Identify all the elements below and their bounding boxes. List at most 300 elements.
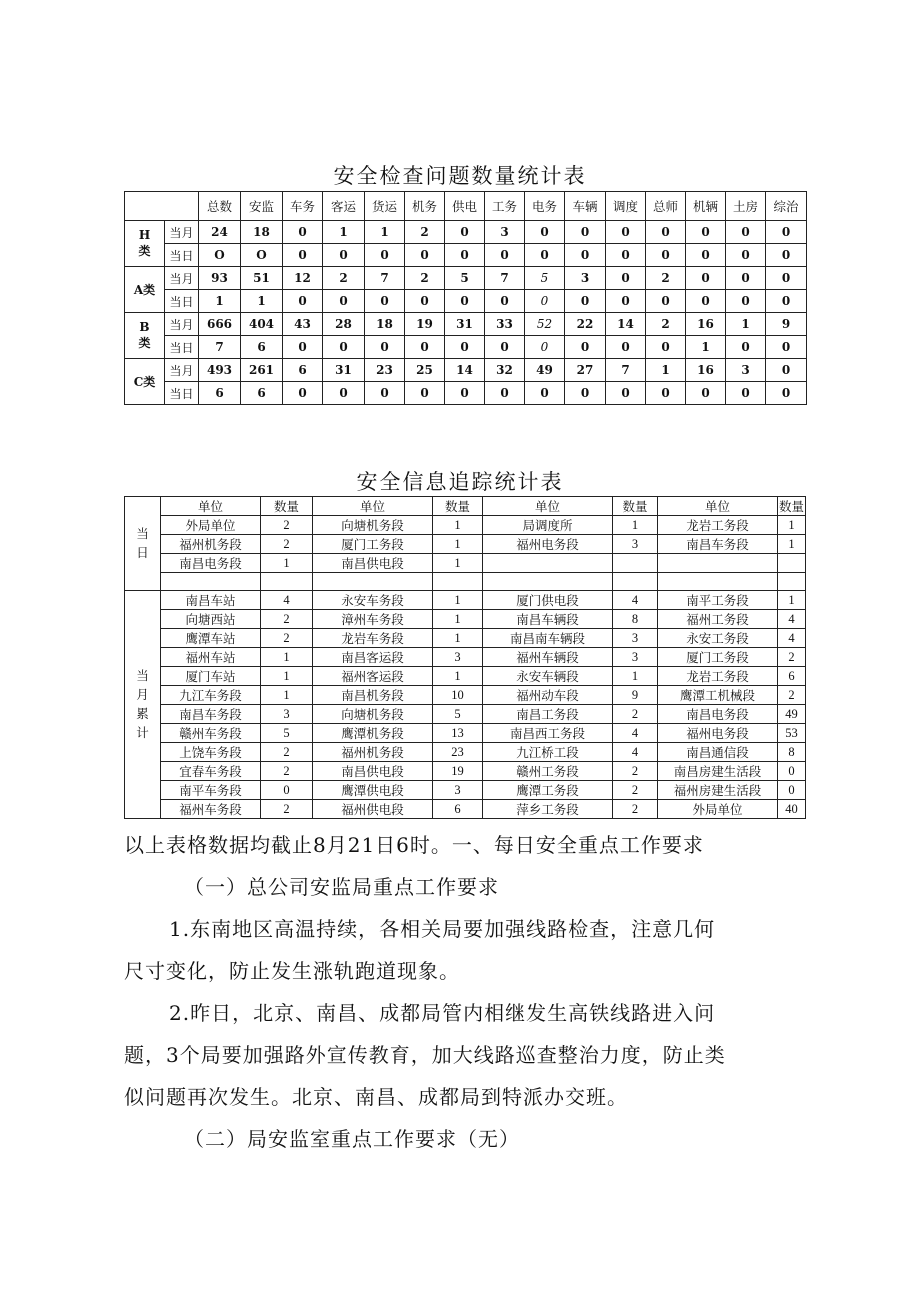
table1-value-cell: 1 [199, 290, 241, 313]
table2-count-cell: 1 [778, 591, 806, 610]
table2-unit-cell: 南昌车务段 [658, 535, 778, 554]
table1-value-cell: 0 [323, 244, 365, 267]
table1-value-cell: 493 [199, 359, 241, 382]
table2-unit-cell: 赣州工务段 [483, 762, 613, 781]
table2-unit-cell: 南平车务段 [161, 781, 261, 800]
table1-period-cell: 当月 [165, 221, 199, 244]
table1-value-cell: 2 [405, 221, 445, 244]
table2-row [125, 705, 806, 724]
table1-period-cell: 当月 [165, 267, 199, 290]
table1-value-cell: 1 [365, 221, 405, 244]
table1-row [125, 336, 807, 359]
table1-value-cell: 0 [646, 244, 686, 267]
table1-value-cell: 0 [283, 221, 323, 244]
table1-value-cell: 0 [726, 244, 766, 267]
table2-row [125, 781, 806, 800]
table1-value-cell: 0 [283, 290, 323, 313]
table2-unit-cell: 福州工务段 [658, 610, 778, 629]
table2-unit-cell: 南昌电务段 [658, 705, 778, 724]
table2-count-cell: 3 [613, 535, 658, 554]
table2-count-cell: 4 [613, 591, 658, 610]
table1-value-cell: 24 [199, 221, 241, 244]
table1-value-cell: 0 [323, 290, 365, 313]
table1-value-cell: 0 [485, 290, 525, 313]
table2-count-cell: 2 [613, 705, 658, 724]
table2-count-cell: 4 [261, 591, 313, 610]
table2-count-cell: 1 [261, 667, 313, 686]
table2-count-cell: 1 [433, 610, 483, 629]
table2-unit-cell: 南昌西工务段 [483, 724, 613, 743]
table1-value-cell: 0 [686, 244, 726, 267]
table2-unit-cell: 鹰潭车站 [161, 629, 261, 648]
table2-count-cell: 2 [261, 800, 313, 819]
table2-header-cell: 单位 [658, 497, 778, 516]
item-1-line-1: 1.东南地区高温持续，各相关局要加强线路检查，注意几何 [169, 917, 716, 941]
table1-value-cell: 0 [726, 382, 766, 405]
table1-header-cell: 客运 [323, 192, 365, 221]
table1-value-cell: 0 [445, 336, 485, 359]
table2-count-cell: 1 [261, 648, 313, 667]
table1-group-label: B 类 [125, 313, 165, 359]
table1-value-cell: 14 [606, 313, 646, 336]
table2-row [125, 762, 806, 781]
table1-value-cell: 7 [485, 267, 525, 290]
table1-value-cell: 0 [565, 290, 606, 313]
table1-value-cell: 0 [686, 290, 726, 313]
table1-value-cell: O [199, 244, 241, 267]
table2-unit-cell: 南昌车务段 [161, 705, 261, 724]
table1-row [125, 244, 807, 267]
table2-count-cell: 4 [613, 743, 658, 762]
table2-row [125, 591, 806, 610]
table1-header-cell: 机辆 [686, 192, 726, 221]
table2-unit-cell [658, 573, 778, 591]
table2-count-cell: 13 [433, 724, 483, 743]
table2-count-cell: 2 [261, 535, 313, 554]
table1-value-cell: 0 [445, 382, 485, 405]
table1-value-cell: 0 [283, 244, 323, 267]
table2-unit-cell: 九江桥工段 [483, 743, 613, 762]
table2-unit-cell: 南昌机务段 [313, 686, 433, 705]
item-1-line-2: 尺寸变化，防止发生涨轨跑道现象。 [124, 959, 460, 983]
table2-count-cell: 1 [261, 554, 313, 573]
table2-count-cell: 2 [778, 648, 806, 667]
table2-row [125, 667, 806, 686]
table2-count-cell: 0 [778, 762, 806, 781]
table1-value-cell: 93 [199, 267, 241, 290]
table2-count-cell: 1 [433, 629, 483, 648]
table1-value-cell: 0 [646, 290, 686, 313]
table1-value-cell: 31 [323, 359, 365, 382]
table2-unit-cell: 外局单位 [658, 800, 778, 819]
table1-value-cell: 0 [726, 221, 766, 244]
table1-value-cell: 666 [199, 313, 241, 336]
table2-count-cell: 2 [261, 762, 313, 781]
table2-count-cell: 1 [433, 554, 483, 573]
table2-unit-cell: 向塘机务段 [313, 705, 433, 724]
table2-count-cell: 3 [433, 781, 483, 800]
table2-count-cell: 2 [778, 686, 806, 705]
table2-header-cell: 数量 [613, 497, 658, 516]
table1-header-cell: 安监 [241, 192, 283, 221]
table1-value-cell: 43 [283, 313, 323, 336]
table2-unit-cell: 永安车务段 [313, 591, 433, 610]
table2-unit-cell: 福州供电段 [313, 800, 433, 819]
table2-unit-cell: 福州机务段 [313, 743, 433, 762]
table1-value-cell: 0 [606, 290, 646, 313]
table2-count-cell: 4 [613, 724, 658, 743]
table1-value-cell: 0 [606, 336, 646, 359]
table1-value-cell: 0 [365, 244, 405, 267]
table2-unit-cell [161, 573, 261, 591]
table2-unit-cell: 萍乡工务段 [483, 800, 613, 819]
table1-value-cell: 0 [726, 290, 766, 313]
table2-count-cell: 1 [433, 535, 483, 554]
table2-unit-cell: 向塘西站 [161, 610, 261, 629]
table2-unit-cell: 南昌供电段 [313, 554, 433, 573]
table1-value-cell: 6 [199, 382, 241, 405]
table1-group-label: A类 [125, 267, 165, 313]
table1-value-cell: 0 [686, 221, 726, 244]
table1-row [125, 290, 807, 313]
table2-unit-cell: 南昌供电段 [313, 762, 433, 781]
table2-header-cell: 单位 [313, 497, 433, 516]
table2-count-cell: 53 [778, 724, 806, 743]
table1-value-cell: 0 [766, 382, 807, 405]
table2-unit-cell: 赣州车务段 [161, 724, 261, 743]
table1-value-cell: 25 [405, 359, 445, 382]
table1-value-cell: 0 [525, 382, 565, 405]
table1-value-cell: 0 [565, 244, 606, 267]
table2-row [125, 743, 806, 762]
table2-row [125, 648, 806, 667]
table1-value-cell: 0 [445, 244, 485, 267]
table1-value-cell: 32 [485, 359, 525, 382]
table1-value-cell: 7 [606, 359, 646, 382]
table1-value-cell: 7 [199, 336, 241, 359]
table2-count-cell: 3 [613, 648, 658, 667]
table2-count-cell [613, 554, 658, 573]
table1-row [125, 267, 807, 290]
table1-value-cell: 0 [485, 382, 525, 405]
table1-value-cell: 1 [323, 221, 365, 244]
table2-count-cell: 1 [433, 591, 483, 610]
item-2-line-3: 似问题再次发生。北京、南昌、成都局到特派办交班。 [124, 1085, 628, 1109]
table2-unit-cell: 龙岩车务段 [313, 629, 433, 648]
table1-header-cell: 车辆 [565, 192, 606, 221]
table1-value-cell: 0 [565, 382, 606, 405]
table1-value-cell: 6 [241, 382, 283, 405]
table2-row [125, 535, 806, 554]
table2-unit-cell: 福州动车段 [483, 686, 613, 705]
table1-value-cell: 0 [283, 382, 323, 405]
table2-header-row [125, 497, 806, 516]
table1-period-cell: 当月 [165, 359, 199, 382]
table1-value-cell: 0 [323, 336, 365, 359]
table1-header-cell: 工务 [485, 192, 525, 221]
table2-unit-cell: 南昌电务段 [161, 554, 261, 573]
table1-value-cell: 31 [445, 313, 485, 336]
table2-unit-cell: 南昌通信段 [658, 743, 778, 762]
date-note-line: 以上表格数据均截止8月21日6时。一、每日安全重点工作要求 [124, 833, 704, 857]
table2-unit-cell: 局调度所 [483, 516, 613, 535]
table1-value-cell: 2 [646, 313, 686, 336]
table1-value-cell: 0 [445, 290, 485, 313]
table2-unit-cell: 福州车站 [161, 648, 261, 667]
table2-count-cell: 2 [613, 781, 658, 800]
table2-count-cell: 1 [778, 535, 806, 554]
table1-value-cell: 0 [766, 267, 807, 290]
table1-value-cell: 404 [241, 313, 283, 336]
table2-count-cell: 2 [613, 800, 658, 819]
table1-value-cell: 0 [766, 336, 807, 359]
table1-value-cell: 0 [606, 221, 646, 244]
table1-value-cell: 3 [565, 267, 606, 290]
table1-value-cell: 14 [445, 359, 485, 382]
table2-unit-cell: 厦门供电段 [483, 591, 613, 610]
table2-count-cell: 2 [261, 610, 313, 629]
table1-value-cell: 16 [686, 313, 726, 336]
table2-unit-cell: 福州房建生活段 [658, 781, 778, 800]
table2-daily-label: 当 日 [125, 497, 161, 591]
table2-header-cell: 单位 [483, 497, 613, 516]
table2-count-cell: 4 [778, 629, 806, 648]
table2-count-cell: 0 [778, 781, 806, 800]
table1-value-cell: 0 [766, 290, 807, 313]
table2-row [125, 610, 806, 629]
table2-count-cell: 3 [613, 629, 658, 648]
table2-unit-cell: 龙岩工务段 [658, 516, 778, 535]
table1-value-cell: 19 [405, 313, 445, 336]
table2-count-cell: 6 [433, 800, 483, 819]
table1-value-cell: 0 [565, 221, 606, 244]
table1-value-cell: 0 [525, 221, 565, 244]
table1-value-cell: 0 [365, 290, 405, 313]
table2-count-cell: 1 [433, 667, 483, 686]
table1-row [125, 221, 807, 244]
table2-count-cell: 1 [613, 667, 658, 686]
table2-unit-cell [483, 573, 613, 591]
table1-value-cell: 6 [241, 336, 283, 359]
table2-count-cell: 1 [613, 516, 658, 535]
table2-row [125, 686, 806, 705]
table1-value-cell: 27 [565, 359, 606, 382]
table2-unit-cell: 鹰潭工务段 [483, 781, 613, 800]
table2-unit-cell: 龙岩工务段 [658, 667, 778, 686]
table1-value-cell: 23 [365, 359, 405, 382]
table1-value-cell: 0 [365, 382, 405, 405]
table1-row [125, 359, 807, 382]
table1-header-cell: 土房 [726, 192, 766, 221]
table1-value-cell: 0 [726, 267, 766, 290]
table1-value-cell: 0 [606, 244, 646, 267]
table2-count-cell: 19 [433, 762, 483, 781]
table2-count-cell [433, 573, 483, 591]
table2-count-cell: 2 [261, 629, 313, 648]
table2-header-cell: 数量 [433, 497, 483, 516]
table1-value-cell: 3 [726, 359, 766, 382]
table1-value-cell: 1 [241, 290, 283, 313]
table2-count-cell: 9 [613, 686, 658, 705]
table2-unit-cell: 上饶车务段 [161, 743, 261, 762]
table2-count-cell: 4 [778, 610, 806, 629]
table1-header-cell: 调度 [606, 192, 646, 221]
table1-period-cell: 当日 [165, 244, 199, 267]
table1-value-cell: 9 [766, 313, 807, 336]
table2-unit-cell: 宜春车务段 [161, 762, 261, 781]
table2-count-cell: 5 [261, 724, 313, 743]
table2-count-cell [261, 573, 313, 591]
table1-group-label: C类 [125, 359, 165, 405]
table2-row [125, 629, 806, 648]
table1-value-cell: 2 [405, 267, 445, 290]
table2-unit-cell: 外局单位 [161, 516, 261, 535]
table2-count-cell: 10 [433, 686, 483, 705]
table2-unit-cell: 福州电务段 [658, 724, 778, 743]
table1-header-cell: 总数 [199, 192, 241, 221]
table2-count-cell: 1 [433, 516, 483, 535]
item-2-line-1: 2.昨日，北京、南昌、成都局管内相继发生高铁线路进入问 [169, 1001, 716, 1025]
table1-value-cell: 0 [485, 244, 525, 267]
table2-unit-cell [483, 554, 613, 573]
table1-header-cell: 电务 [525, 192, 565, 221]
table1-value-cell: 0 [405, 244, 445, 267]
table2-unit-cell: 南昌车站 [161, 591, 261, 610]
table1-header-cell: 车务 [283, 192, 323, 221]
table2-count-cell: 8 [778, 743, 806, 762]
table1-value-cell: 18 [365, 313, 405, 336]
table1-value-cell: 0 [565, 336, 606, 359]
table1-value-cell: 0 [525, 336, 565, 359]
table2-count-cell: 0 [261, 781, 313, 800]
table1-value-cell: 0 [686, 382, 726, 405]
table1-value-cell: 3 [485, 221, 525, 244]
table1-value-cell: 5 [445, 267, 485, 290]
table2-unit-cell: 漳州车务段 [313, 610, 433, 629]
table1-value-cell: 0 [686, 267, 726, 290]
table1-header-row [125, 192, 807, 221]
table2-unit-cell: 厦门车站 [161, 667, 261, 686]
table1-value-cell: 0 [646, 221, 686, 244]
section-1-heading: （一）总公司安监局重点工作要求 [184, 875, 499, 899]
table1-value-cell: 0 [405, 290, 445, 313]
table1-value-cell: 22 [565, 313, 606, 336]
table2-count-cell: 3 [261, 705, 313, 724]
table1-value-cell: 2 [646, 267, 686, 290]
table1-value-cell: 7 [365, 267, 405, 290]
table2-count-cell: 6 [778, 667, 806, 686]
table2-row [125, 554, 806, 573]
table1-period-cell: 当日 [165, 336, 199, 359]
table2-unit-cell: 南昌车辆段 [483, 610, 613, 629]
table2-row [125, 724, 806, 743]
table1-row [125, 313, 807, 336]
table1-value-cell: O [241, 244, 283, 267]
table1-value-cell: 12 [283, 267, 323, 290]
table2-row [125, 800, 806, 819]
table1-value-cell: 28 [323, 313, 365, 336]
table1-value-cell: 0 [606, 267, 646, 290]
table2-unit-cell: 福州车务段 [161, 800, 261, 819]
table2-unit-cell: 福州电务段 [483, 535, 613, 554]
table2-count-cell: 2 [613, 762, 658, 781]
table1-value-cell: 0 [323, 382, 365, 405]
table2-unit-cell: 南昌房建生活段 [658, 762, 778, 781]
table2-unit-cell: 福州车辆段 [483, 648, 613, 667]
table2-unit-cell: 向塘机务段 [313, 516, 433, 535]
table1-value-cell: 0 [405, 382, 445, 405]
table2-count-cell: 40 [778, 800, 806, 819]
table1-value-cell: 52 [525, 313, 565, 336]
table1-row [125, 382, 807, 405]
table2-unit-cell: 鹰潭供电段 [313, 781, 433, 800]
info-tracking-table [124, 496, 806, 819]
table1-value-cell: 0 [646, 336, 686, 359]
table1-value-cell: 0 [726, 336, 766, 359]
table2-monthly-label: 当 月 累 计 [125, 591, 161, 819]
table2-count-cell: 2 [261, 516, 313, 535]
item-2-line-2: 题，3个局要加强路外宣传教育，加大线路巡查整治力度，防止类 [124, 1043, 726, 1067]
table2-unit-cell: 厦门工务段 [658, 648, 778, 667]
table2-unit-cell: 厦门工务段 [313, 535, 433, 554]
table2-title: 安全信息追踪统计表 [356, 470, 564, 494]
table1-header-cell: 货运 [365, 192, 405, 221]
table1-period-cell: 当日 [165, 290, 199, 313]
table1-value-cell: 0 [405, 336, 445, 359]
table1-value-cell: 33 [485, 313, 525, 336]
table1-corner-cell [125, 192, 199, 221]
table2-header-cell: 数量 [261, 497, 313, 516]
table1-value-cell: 0 [766, 359, 807, 382]
table1-value-cell: 1 [686, 336, 726, 359]
table2-unit-cell: 福州机务段 [161, 535, 261, 554]
table1-value-cell: 1 [726, 313, 766, 336]
table1-value-cell: 0 [445, 221, 485, 244]
table1-value-cell: 261 [241, 359, 283, 382]
table1-header-cell: 总师 [646, 192, 686, 221]
table1-period-cell: 当月 [165, 313, 199, 336]
table1-period-cell: 当日 [165, 382, 199, 405]
table1-title: 安全检查问题数量统计表 [333, 164, 587, 188]
table1-value-cell: 2 [323, 267, 365, 290]
table2-header-cell: 数量 [778, 497, 806, 516]
inspection-stats-table [124, 191, 807, 405]
table2-unit-cell: 永安车辆段 [483, 667, 613, 686]
table1-value-cell: 6 [283, 359, 323, 382]
table2-count-cell: 8 [613, 610, 658, 629]
table2-count-cell [778, 554, 806, 573]
table1-value-cell: 16 [686, 359, 726, 382]
table1-value-cell: 18 [241, 221, 283, 244]
table1-value-cell: 0 [646, 382, 686, 405]
table2-unit-cell: 南平工务段 [658, 591, 778, 610]
table2-unit-cell: 鹰潭机务段 [313, 724, 433, 743]
table2-unit-cell: 福州客运段 [313, 667, 433, 686]
table1-value-cell: 5 [525, 267, 565, 290]
section-2-heading: （二）局安监室重点工作要求（无） [184, 1127, 520, 1151]
table2-count-cell: 5 [433, 705, 483, 724]
table2-count-cell: 1 [261, 686, 313, 705]
table2-unit-cell: 鹰潭工机械段 [658, 686, 778, 705]
table1-group-label: H 类 [125, 221, 165, 267]
table2-count-cell: 1 [778, 516, 806, 535]
table2-unit-cell: 永安工务段 [658, 629, 778, 648]
table2-unit-cell [658, 554, 778, 573]
table2-count-cell: 2 [261, 743, 313, 762]
table2-header-cell: 单位 [161, 497, 261, 516]
table2-count-cell: 49 [778, 705, 806, 724]
table1-header-cell: 机务 [405, 192, 445, 221]
